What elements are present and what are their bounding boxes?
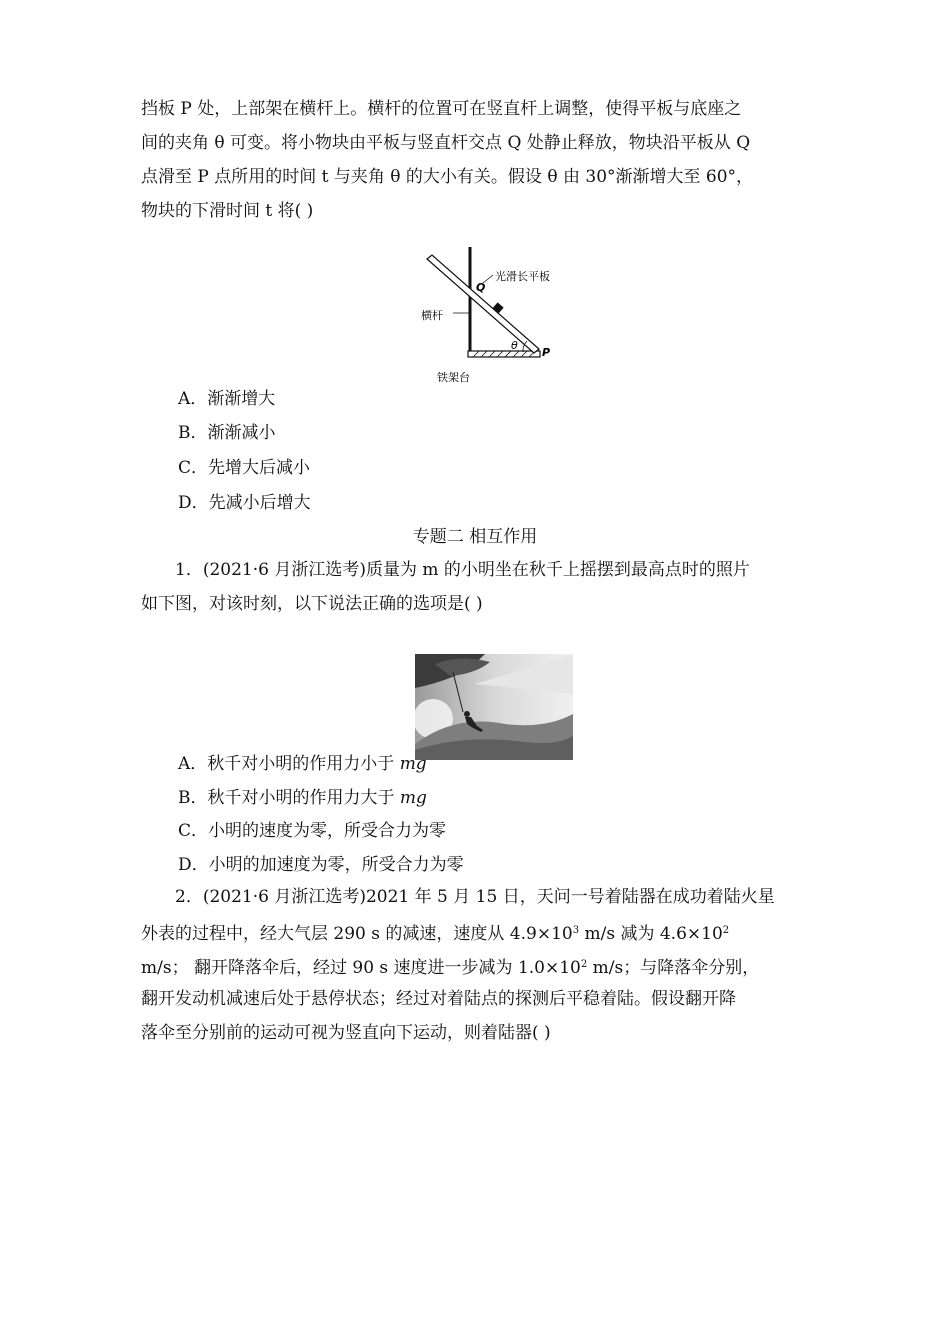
q1-option-c: C．小明的速度为零，所受合力为零 (178, 821, 447, 841)
q1-option-b (178, 783, 427, 808)
incline-apparatus-figure (415, 245, 585, 390)
label-p: P (542, 346, 551, 359)
intro-line-2: 间的夹角 θ 可变。将小物块由平板与竖直杆交点 Q 处静止释放，物块沿平板从 Q (141, 133, 751, 153)
label-smooth-plate: 光滑长平板 (495, 270, 550, 283)
q1-option-a (178, 749, 427, 774)
q1-option-d: D．小明的加速度为零，所受合力为零 (178, 855, 464, 875)
question-1 (141, 553, 821, 621)
stand-base (468, 351, 540, 357)
q2-line-3-b: m/s；与降落伞分别， (587, 958, 760, 978)
q2-exp-1: 3 (572, 925, 580, 936)
swing-photo (415, 654, 573, 760)
label-crossbar: 横杆 (421, 309, 443, 322)
q2-line-3 (141, 948, 821, 982)
intro-line-4: 物块的下滑时间 t 将( ) (141, 201, 314, 221)
q2-line-2-a: 外表的过程中，经大气层 290 s 的减速，速度从 4.9×10 (141, 924, 573, 944)
intro-line-1: 挡板 P 处，上部架在横杆上。横杆的位置可在竖直杆上调整，使得平板与底座之 (141, 99, 742, 119)
label-q: Q (476, 281, 486, 294)
option-d: D．先减小后增大 (178, 493, 311, 513)
q1-option-a-mg: mg (399, 754, 427, 774)
q1-line-1: 1．(2021·6 月浙江选考)质量为 m 的小明坐在秋千上摇摆到最高点时的照片 (175, 560, 750, 580)
question-intro (141, 92, 821, 228)
q1-line-2: 如下图，对该时刻，以下说法正确的选项是( ) (141, 594, 483, 614)
q2-line-1: 2．(2021·6 月浙江选考)2021 年 5 月 15 日，天问一号着陆器在成功着陆火星 (175, 887, 775, 907)
q2-line-2 (141, 914, 821, 948)
q2-line-5: 落伞至分别前的运动可视为竖直向下运动，则着陆器( ) (141, 1023, 551, 1043)
option-c: C．先增大后减小 (178, 458, 311, 478)
q2-exp-3: 2 (580, 959, 588, 970)
option-a: A．渐渐增大 (178, 389, 276, 409)
q1-option-b-text: B．秋千对小明的作用力大于 (178, 788, 400, 808)
label-theta: θ (511, 339, 518, 352)
section-title: 专题二 相互作用 (412, 527, 538, 547)
label-iron-stand: 铁架台 (437, 371, 470, 384)
intro-line-3: 点滑至 P 点所用的时间 t 与夹角 θ 的大小有关。假设 θ 由 30°渐渐增大至 60°， (141, 167, 754, 187)
option-b: B．渐渐减小 (178, 423, 276, 443)
q2-line-2-b: m/s 减为 4.6×10 (579, 924, 723, 944)
q1-option-b-mg: mg (399, 788, 427, 808)
q1-option-a-text: A．秋千对小明的作用力小于 (178, 754, 400, 774)
q2-line-4: 翻开发动机减速后处于悬停状态；经过对着陆点的探测后平稳着陆。假设翻开降 (141, 989, 736, 1009)
q2-exp-2: 2 (722, 925, 730, 936)
q2-line-3-a: m/s； 翻开降落伞后，经过 90 s 速度进一步减为 1.0×10 (141, 958, 581, 978)
question-2 (141, 880, 821, 1050)
